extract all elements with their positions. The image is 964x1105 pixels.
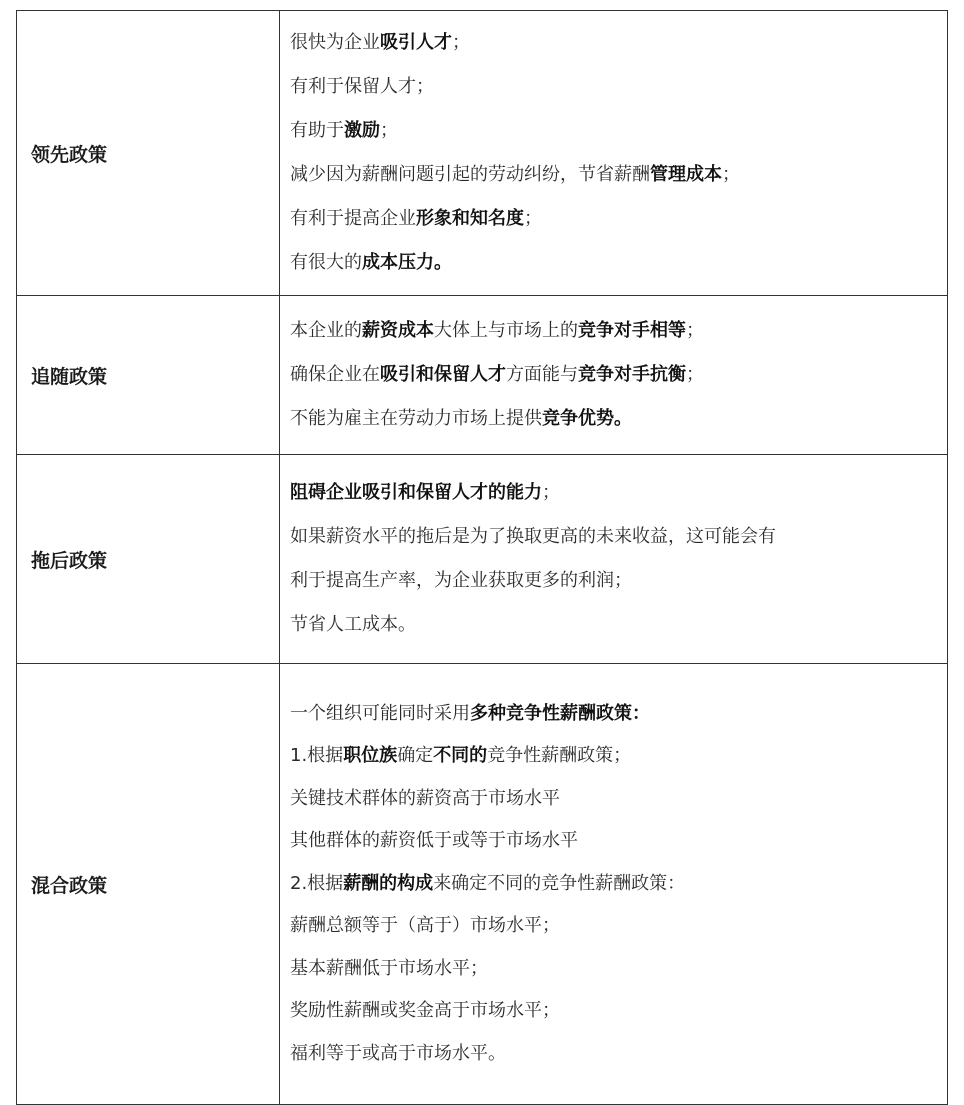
policy-description: [280, 664, 948, 1105]
description-line: [290, 109, 937, 153]
policy-name: 追随政策: [17, 296, 280, 455]
emphasis-text: 职位族: [343, 745, 398, 767]
text-segment: 很快为企业: [290, 32, 380, 53]
emphasis-text: 形象和知名度: [416, 208, 524, 229]
text-segment: 确保企业在: [290, 364, 380, 385]
policy-row: [17, 455, 948, 664]
description-line: [290, 515, 937, 559]
text-segment: 不能为雇主在劳动力市场上提供: [290, 408, 542, 429]
emphasis-text: 薪酬的构成: [343, 872, 434, 894]
text-segment: 来确定不同的竞争性薪酬政策：: [433, 872, 686, 894]
emphasis-text: 薪资成本: [362, 320, 434, 341]
description-line: [290, 153, 937, 197]
emphasis-text: 阻碍企业吸引和保留人才的能力: [290, 482, 542, 503]
text-segment: ；: [380, 120, 398, 141]
text-segment: 其他群体的薪资低于或等于市场水平: [290, 830, 578, 852]
policy-table: [16, 10, 948, 1105]
text-segment: 确定: [397, 745, 434, 767]
description-line: [290, 21, 937, 65]
text-segment: ；: [452, 32, 470, 53]
policy-description: [280, 296, 948, 455]
text-segment: ；: [686, 320, 704, 341]
description-line: [290, 353, 937, 397]
policy-name: 领先政策: [17, 11, 280, 296]
text-segment: ；: [542, 482, 560, 503]
policy-row: [17, 296, 948, 455]
description-line: [290, 397, 937, 441]
policy-row: [17, 664, 948, 1105]
emphasis-text: 激励: [344, 120, 380, 141]
text-segment: 本企业的: [290, 320, 362, 341]
policy-description: [280, 455, 948, 664]
emphasis-text: 吸引人才: [380, 32, 452, 53]
text-segment: 2.根据: [290, 872, 344, 894]
text-segment: ；: [722, 164, 740, 185]
description-line: [290, 197, 937, 241]
policy-name: 混合政策: [17, 664, 280, 1105]
description-line: [290, 778, 937, 821]
text-segment: 关键技术群体的薪资高于市场水平: [290, 787, 560, 809]
emphasis-text: 竞争对手抗衡: [578, 364, 686, 385]
emphasis-text: 不同的: [433, 745, 488, 767]
text-segment: 1.根据: [290, 745, 344, 767]
text-segment: ；: [524, 208, 542, 229]
text-segment: 有利于保留人才；: [290, 76, 434, 97]
description-line: [290, 559, 937, 603]
emphasis-text: 多种竞争性薪酬政策：: [470, 702, 650, 724]
text-segment: 竞争性薪酬政策；: [487, 745, 632, 767]
policy-name: 拖后政策: [17, 455, 280, 664]
description-line: [290, 948, 937, 991]
text-segment: 奖励性薪酬或奖金高于市场水平；: [290, 1000, 560, 1022]
description-line: [290, 309, 937, 353]
policy-table-body: [17, 11, 948, 1105]
emphasis-text: 吸引和保留人才: [380, 364, 506, 385]
description-line: [290, 603, 937, 647]
description-line: [290, 820, 937, 863]
description-line: [290, 1033, 937, 1076]
description-line: [290, 905, 937, 948]
text-segment: 有助于: [290, 120, 344, 141]
text-segment: 薪酬总额等于（高于）市场水平；: [290, 915, 560, 937]
text-segment: 基本薪酬低于市场水平；: [290, 957, 488, 979]
emphasis-text: 竞争对手相等: [578, 320, 686, 341]
description-line: [290, 65, 937, 109]
emphasis-text: 竞争优势。: [542, 408, 632, 429]
description-line: [290, 693, 937, 736]
text-segment: 节省人工成本。: [290, 614, 416, 635]
policy-row: [17, 11, 948, 296]
text-segment: 大体上与市场上的: [434, 320, 578, 341]
policy-description: [280, 11, 948, 296]
emphasis-text: 管理成本: [650, 164, 722, 185]
text-segment: 有利于提高企业: [290, 208, 416, 229]
text-segment: 方面能与: [506, 364, 578, 385]
text-segment: 福利等于或高于市场水平。: [290, 1042, 506, 1064]
text-segment: 有很大的: [290, 252, 362, 273]
description-line: [290, 863, 937, 906]
text-segment: ；: [686, 364, 704, 385]
text-segment: 一个组织可能同时采用: [290, 702, 470, 724]
description-line: [290, 735, 937, 778]
text-segment: 减少因为薪酬问题引起的劳动纠纷，节省薪酬: [290, 164, 650, 185]
text-segment: 利于提高生产率，为企业获取更多的利润；: [290, 570, 632, 591]
text-segment: 如果薪资水平的拖后是为了换取更高的未来收益，这可能会有: [290, 526, 776, 547]
emphasis-text: 成本压力。: [362, 252, 452, 273]
description-line: [290, 241, 937, 285]
description-line: [290, 990, 937, 1033]
description-line: [290, 471, 937, 515]
